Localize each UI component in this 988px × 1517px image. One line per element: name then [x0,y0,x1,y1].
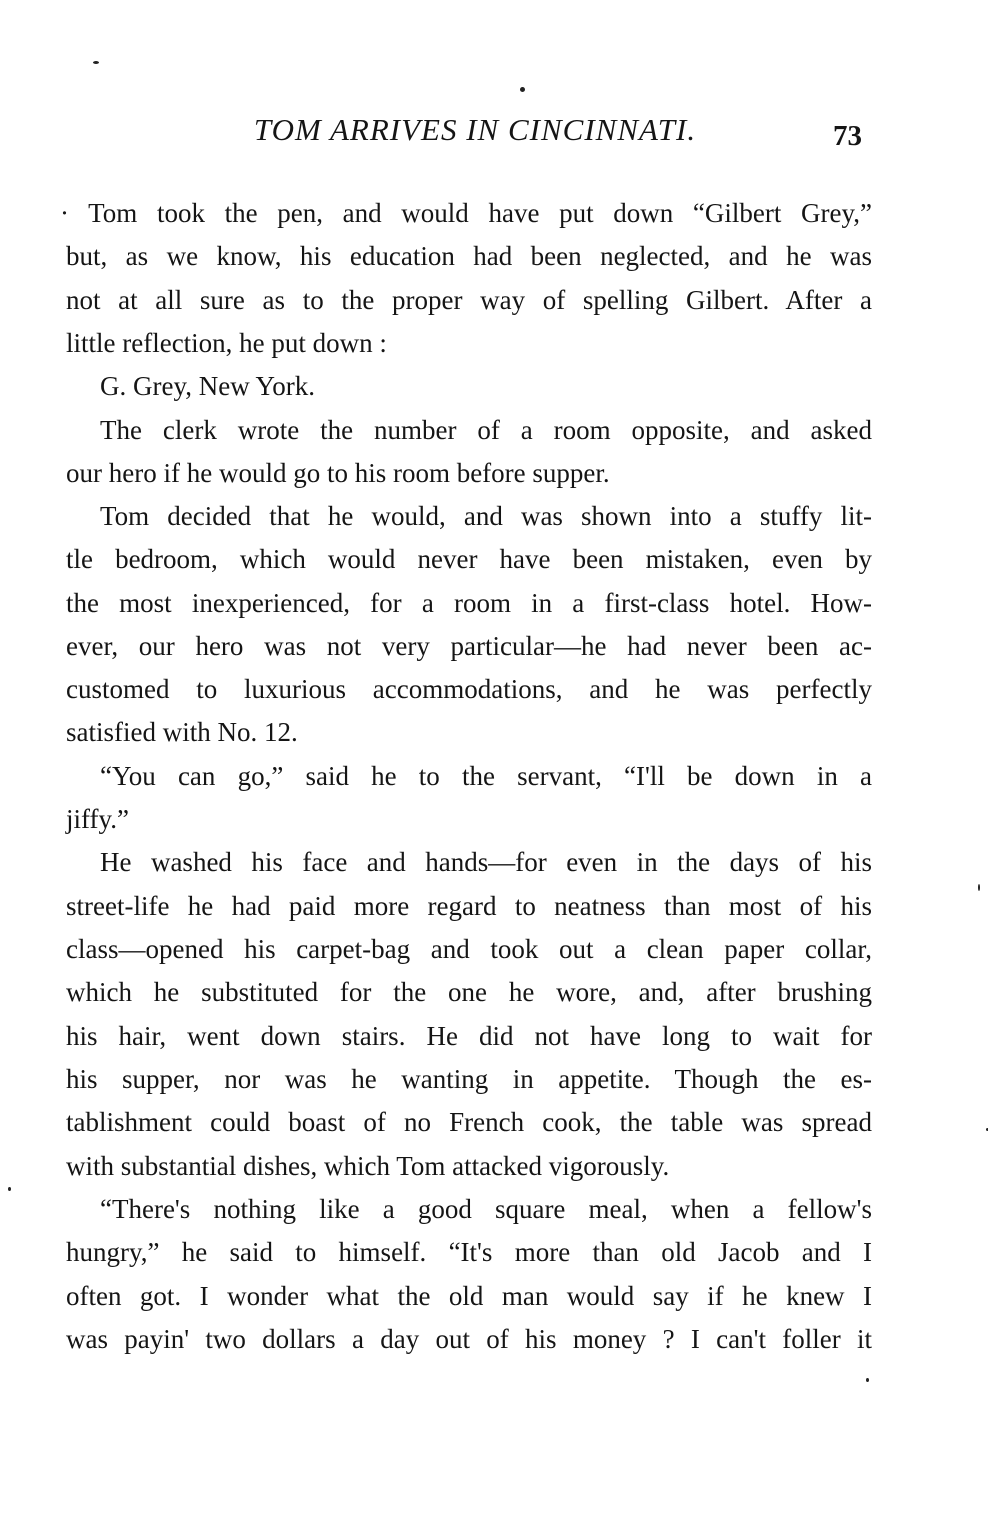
body-line: “You can go,” said he to the servant, “I'll be down in a [100,761,872,791]
scan-speck [866,1378,869,1382]
body-line: The clerk wrote the number of a room opposite, and asked [100,415,872,445]
page-number: 73 [833,120,862,152]
body-line: “There's nothing like a good square meal, when a fellow's [100,1194,872,1224]
body-line: with substantial dishes, which Tom attacked vigorously. [66,1151,670,1181]
body-line: was payin' two dollars a day out of his money ? I can't foller it [66,1324,872,1354]
body-line: his supper, nor was he wanting in appetite. Though the es- [66,1064,872,1094]
body-line: satisfied with No. 12. [66,717,298,747]
body-line: customed to luxurious accommodations, and he was perfectly [66,674,872,704]
body-line: class—opened his carpet-bag and took out a clean paper collar, [66,934,872,964]
body-line: his hair, went down stairs. He did not have long to wait for [66,1021,872,1051]
body-line: G. Grey, New York. [100,371,315,401]
scan-speck [8,1187,11,1191]
scan-speck [93,61,99,64]
body-line: but, as we know, his education had been neglected, and he was [66,241,872,271]
body-line: street-life he had paid more regard to neatness than most of his [66,891,872,921]
body-line: which he substituted for the one he wore, and, after brushing [66,977,872,1007]
body-line: little reflection, he put down : [66,328,387,358]
body-line: often got. I wonder what the old man would say if he knew I [66,1281,872,1311]
body-line: Tom decided that he would, and was shown into a stuffy lit- [100,501,872,531]
scan-speck [520,87,525,92]
body-line: tablishment could boast of no French cook, the table was spread [66,1107,872,1137]
body-line: He washed his face and hands—for even in the days of his [100,847,872,877]
body-line: ever, our hero was not very particular—he had never been ac- [66,631,872,661]
body-line: the most inexperienced, for a room in a first-class hotel. How- [66,588,872,618]
running-head: TOM ARRIVES IN CINCINNATI. [253,112,697,147]
body-line: tle bedroom, which would never have been mistaken, even by [66,544,872,574]
body-line: hungry,” he said to himself. “It's more than old Jacob and I [66,1237,872,1267]
body-line: not at all sure as to the proper way of spelling Gilbert. After a [66,285,872,315]
body-line: · Tom took the pen, and would have put down “Gilbert Grey,” [60,198,872,228]
scan-speck [978,884,980,891]
body-line: our hero if he would go to his room before supper. [66,458,610,488]
body-line: jiffy.” [66,804,129,834]
